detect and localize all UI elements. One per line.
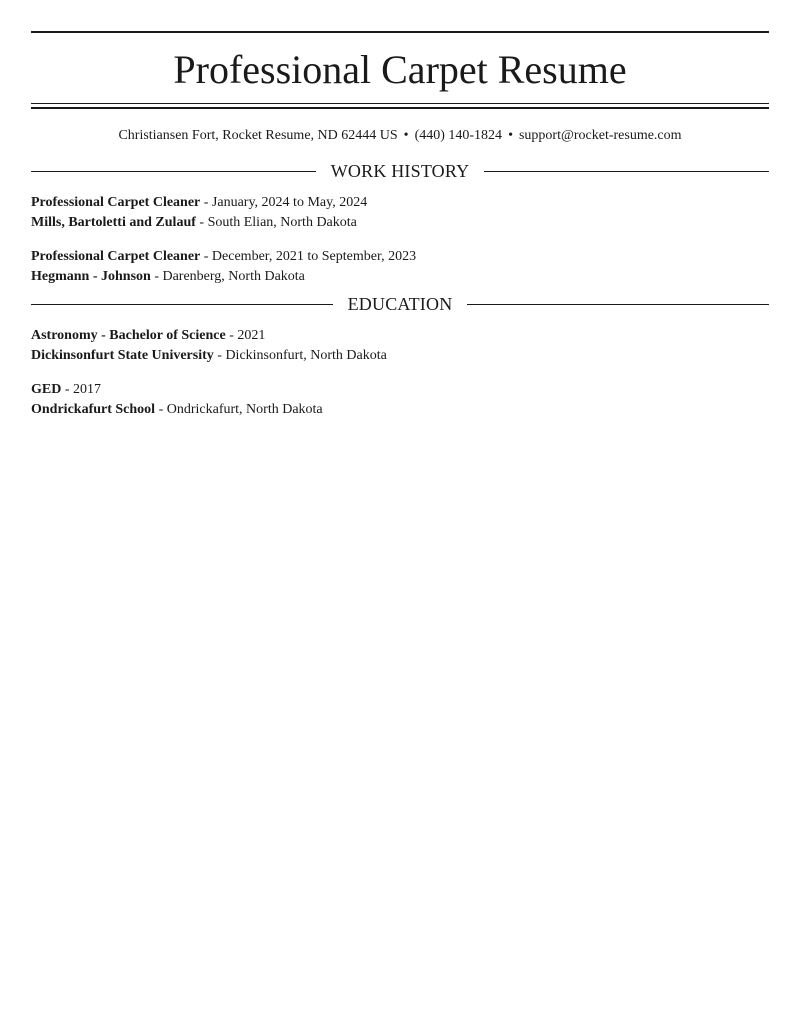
education-school-line [31, 400, 769, 420]
contact-email: support@rocket-resume.com [518, 128, 682, 143]
resume-page [31, 31, 769, 420]
school-name: Dickinsonfurt State University [31, 348, 214, 363]
employer-location: - South Elian, North Dakota [195, 215, 357, 230]
school-location: - Dickinsonfurt, North Dakota [213, 348, 387, 363]
employer-name: Mills, Bartoletti and Zulauf [31, 215, 196, 230]
degree-year: - 2017 [61, 382, 102, 397]
title-double-rule [31, 103, 769, 109]
contact-phone: (440) 140-1824 [414, 128, 503, 143]
work-history-heading [31, 159, 769, 183]
education-school-line [31, 346, 769, 366]
education-heading [31, 292, 769, 316]
degree-name: GED [31, 382, 62, 397]
contact-separator: • [403, 128, 409, 143]
school-location: - Ondrickafurt, North Dakota [155, 402, 323, 417]
work-entry-role-line [31, 247, 769, 267]
contact-separator: • [508, 128, 513, 143]
employer-name: Hegmann - Johnson [31, 269, 151, 284]
education-entry [31, 326, 769, 366]
top-rule [31, 31, 769, 33]
work-entry-employer-line [31, 213, 769, 233]
heading-rule-left [31, 304, 333, 305]
job-dates: - December, 2021 to September, 2023 [200, 249, 417, 264]
heading-rule-right [467, 304, 769, 305]
degree-year: - 2021 [225, 328, 266, 343]
job-role: Professional Carpet Cleaner [31, 195, 201, 210]
degree-name: Astronomy - Bachelor of Science [31, 328, 226, 343]
work-entry-role-line [31, 193, 769, 213]
heading-rule-right [484, 171, 769, 172]
education-degree-line [31, 380, 769, 400]
education-degree-line [31, 326, 769, 346]
work-entry-employer-line [31, 267, 769, 287]
heading-rule-left [31, 171, 316, 172]
work-entry [31, 247, 769, 287]
job-dates: - January, 2024 to May, 2024 [200, 195, 368, 210]
work-history-label: WORK HISTORY [330, 160, 470, 181]
resume-title: Professional Carpet Resume [173, 47, 627, 92]
contact-line [31, 126, 769, 146]
employer-location: - Darenberg, North Dakota [150, 269, 305, 284]
contact-address: Christiansen Fort, Rocket Resume, ND 62444 US [118, 128, 398, 143]
education-entry [31, 380, 769, 420]
school-name: Ondrickafurt School [31, 402, 156, 417]
work-entry [31, 193, 769, 233]
job-role: Professional Carpet Cleaner [31, 249, 201, 264]
education-label: EDUCATION [347, 293, 453, 314]
